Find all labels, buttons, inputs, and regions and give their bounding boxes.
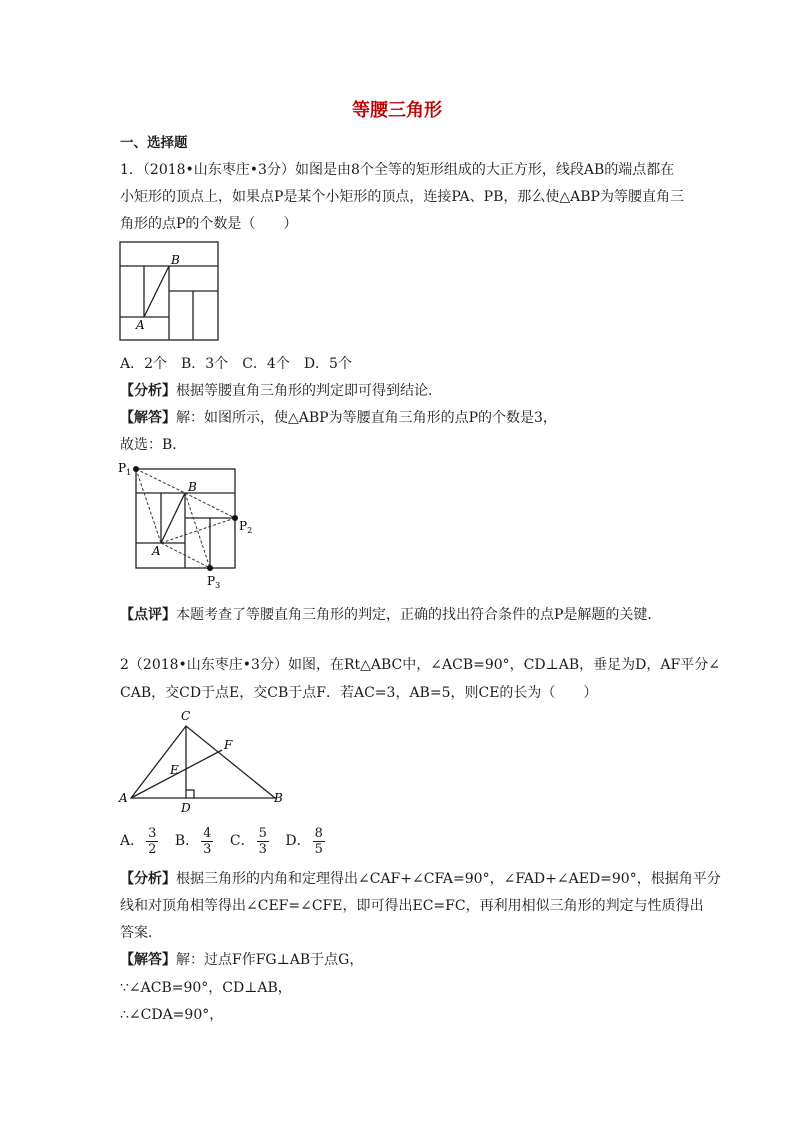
section-heading: 一、选择题: [120, 135, 188, 151]
q1-sol-label-a: A: [152, 544, 161, 558]
q2-option-b: B． $\frac{4}{3}$: [174, 825, 212, 857]
q1-options: A．2个 B．3个 C．4个 D．5个: [120, 356, 352, 372]
q1-stem-line-2: 小矩形的顶点上，如果点P是某个小矩形的顶点，连接PA、PB，那么使△ABP为等腰直角三: [120, 189, 684, 205]
q2-option-d: D． $\frac{8}{5}$: [285, 825, 323, 857]
p3-label: $P_3$: [207, 574, 221, 590]
answer-text: 解：如图所示，使△ABP为等腰直角三角形的点P的个数是3，: [176, 410, 557, 426]
q1-stem-line-1: 1．（2018•山东枣庄•3分）如图是由8个全等的矩形组成的大正方形，线段AB的端点都在: [120, 162, 675, 178]
q1-stem-line-3: 角形的点P的个数是（ ）: [120, 216, 298, 232]
q2-analysis-line-3: 答案．: [120, 925, 162, 941]
q2-figure: [115, 706, 290, 814]
q1-comment: [120, 606, 690, 624]
q1-sol-label-b: B: [188, 480, 197, 494]
q2-option-a: A． $\frac{3}{2}$: [120, 825, 157, 857]
q1-solution-figure: [115, 458, 265, 594]
q1-figure: [118, 240, 224, 344]
q1-analysis: [120, 382, 690, 400]
q2-answer-line-3: ∴∠CDA=90°，: [120, 1007, 224, 1023]
q2-options: [120, 823, 690, 859]
answer-label: 【解答】: [120, 410, 176, 426]
q1-answer: [120, 409, 690, 427]
comment-text: 本题考查了等腰直角三角形的判定，正确的找出符合条件的点P是解题的关键．: [176, 607, 662, 623]
q2-analysis-line-2: 线和对顶角相等得出∠CEF=∠CFE，即可得出EC=FC，再利用相似三角形的判定与性质得出: [120, 898, 704, 914]
q1-fig-label-a: A: [136, 318, 145, 332]
analysis-label: 【分析】: [120, 383, 176, 399]
answer-label: 【解答】: [120, 952, 176, 968]
q2-stem-line-2: CAB，交CD于点E，交CB于点F．若AC=3，AB=5，则CE的长为（ ）: [120, 685, 598, 701]
q2-label-f: F: [224, 738, 233, 752]
q2-stem-line-1: 2（2018•山东枣庄•3分）如图，在Rt△ABC中，∠ACB=90°，CD⊥AB，垂足为D，AF平分∠: [120, 657, 720, 673]
page-title: 等腰三角形: [352, 100, 442, 121]
q2-label-e: E: [170, 763, 179, 777]
p1-label: $P_1$: [118, 461, 132, 477]
q2-analysis-line-1: [120, 870, 721, 888]
q2-label-a: A: [119, 791, 128, 805]
q1-fig-label-b: B: [171, 253, 180, 267]
q2-label-d: D: [181, 801, 191, 814]
q1-choice: 故选：B．: [120, 437, 187, 453]
analysis-label: 【分析】: [120, 871, 176, 887]
q2-answer-line-2: ∵∠ACB=90°，CD⊥AB，: [120, 980, 292, 996]
analysis-text: 根据等腰直角三角形的判定即可得到结论．: [176, 383, 442, 399]
analysis-text: 根据三角形的内角和定理得出∠CAF+∠CFA=90°，∠FAD+∠AED=90°，根据角平分: [176, 871, 721, 887]
p2-label: $P_2$: [239, 519, 253, 535]
q2-answer-line-1: [120, 951, 690, 969]
answer-text: 解：过点F作FG⊥AB于点G，: [176, 952, 364, 968]
comment-label: 【点评】: [120, 607, 176, 623]
q2-label-b: B: [274, 791, 283, 805]
q2-option-c: C． $\frac{5}{3}$: [229, 825, 267, 857]
q2-label-c: C: [181, 709, 191, 723]
